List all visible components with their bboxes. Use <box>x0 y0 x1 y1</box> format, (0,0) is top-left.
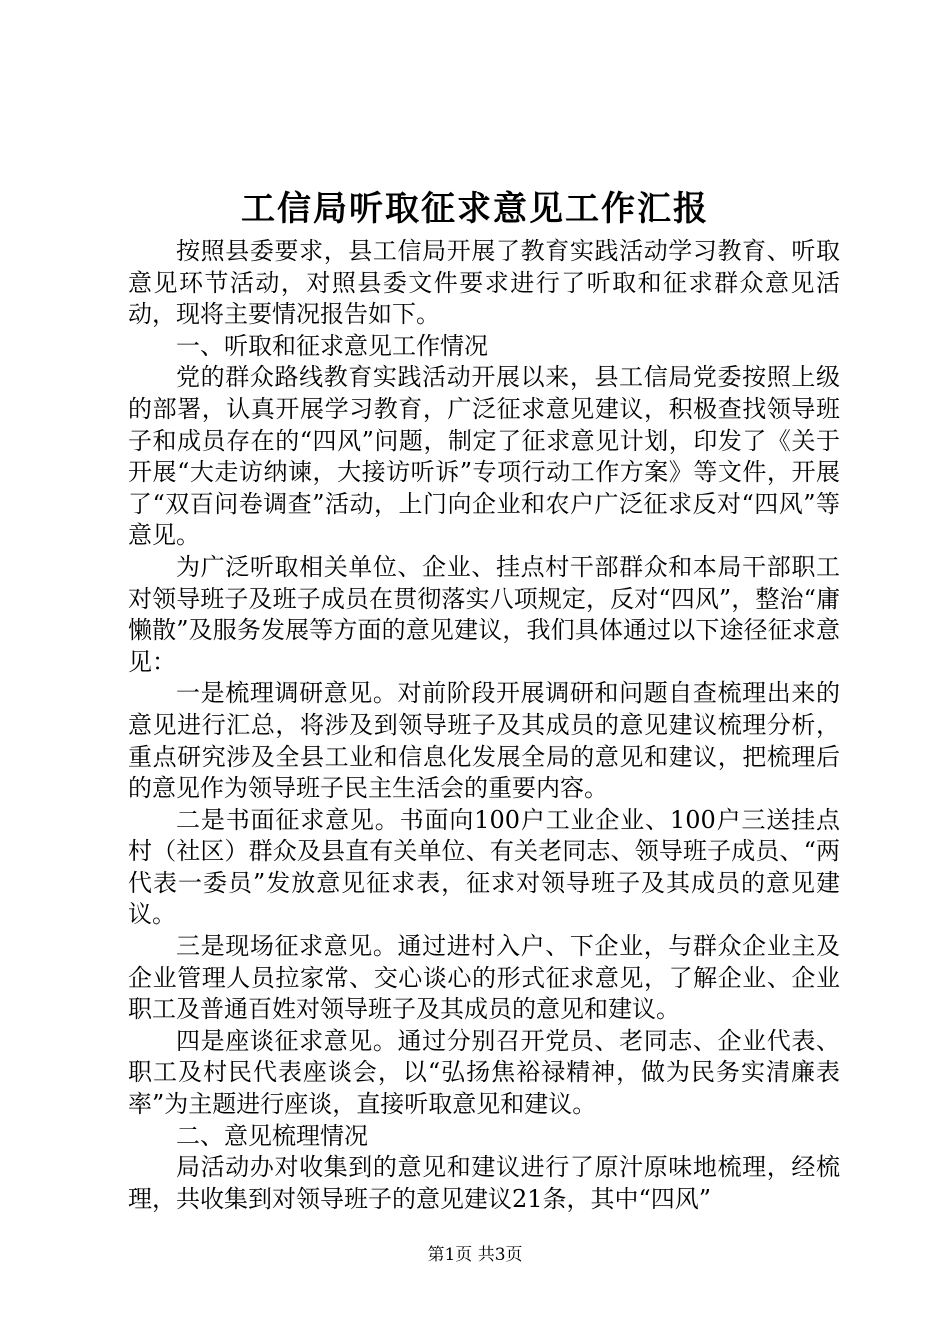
paragraph: 局活动办对收集到的意见和建议进行了原汁原味地梳理，经梳理，共收集到对领导班子的意见建议21条，其中“四风” <box>128 1153 840 1213</box>
paragraph: 一是梳理调研意见。对前阶段开展调研和问题自查梳理出来的意见进行汇总，将涉及到领导班子及其成员的意见建议梳理分析，重点研究涉及全县工业和信息化发展全局的意见和建议，把梳理后的意见作为领导班子民主生活会的重要内容。 <box>128 679 840 803</box>
paragraph: 四是座谈征求意见。通过分别召开党员、老同志、企业代表、职工及村民代表座谈会，以“弘扬焦裕禄精神，做为民务实清廉表率”为主题进行座谈，直接听取意见和建议。 <box>128 1026 840 1119</box>
section-heading-2: 二、意见梳理情况 <box>176 1121 368 1150</box>
paragraph-intro: 按照县委要求，县工信局开展了教育实践活动学习教育、听取意见环节活动，对照县委文件要求进行了听取和征求群众意见活动，现将主要情况报告如下。 <box>128 237 840 329</box>
document-title: 工信局听取征求意见工作汇报 <box>241 189 709 229</box>
paragraph: 为广泛听取相关单位、企业、挂点村干部群众和本局干部职工对领导班子及班子成员在贯彻落实八项规定，反对“四风”，整治“庸懒散”及服务发展等方面的意见建议，我们具体通过以下途径征求意见： <box>128 552 840 676</box>
section-heading-1: 一、听取和征求意见工作情况 <box>176 331 488 360</box>
page-number-footer: 第1页 共3页 <box>427 1245 523 1265</box>
paragraph: 二是书面征求意见。书面向100户工业企业、100户三送挂点村（社区）群众及县直有关单位、有关老同志、领导班子成员、“两代表一委员”发放意见征求表，征求对领导班子及其成员的意见建议。 <box>128 805 840 929</box>
document-body <box>128 236 840 1215</box>
paragraph: 党的群众路线教育实践活动开展以来，县工信局党委按照上级的部署，认真开展学习教育，广泛征求意见建议，积极查找领导班子和成员存在的“四风”问题，制定了征求意见计划，印发了《关于开展“大走访纳谏，大接访听诉”专项行动工作方案》等文件，开展了“双百问卷调查”活动，上门向企业和农户广泛征求反对“四风”等意见。 <box>128 363 840 550</box>
paragraph: 三是现场征求意见。通过进村入户、下企业，与群众企业主及企业管理人员拉家常、交心谈心的形式征求意见，了解企业、企业职工及普通百姓对领导班子及其成员的意见和建议。 <box>128 932 840 1024</box>
